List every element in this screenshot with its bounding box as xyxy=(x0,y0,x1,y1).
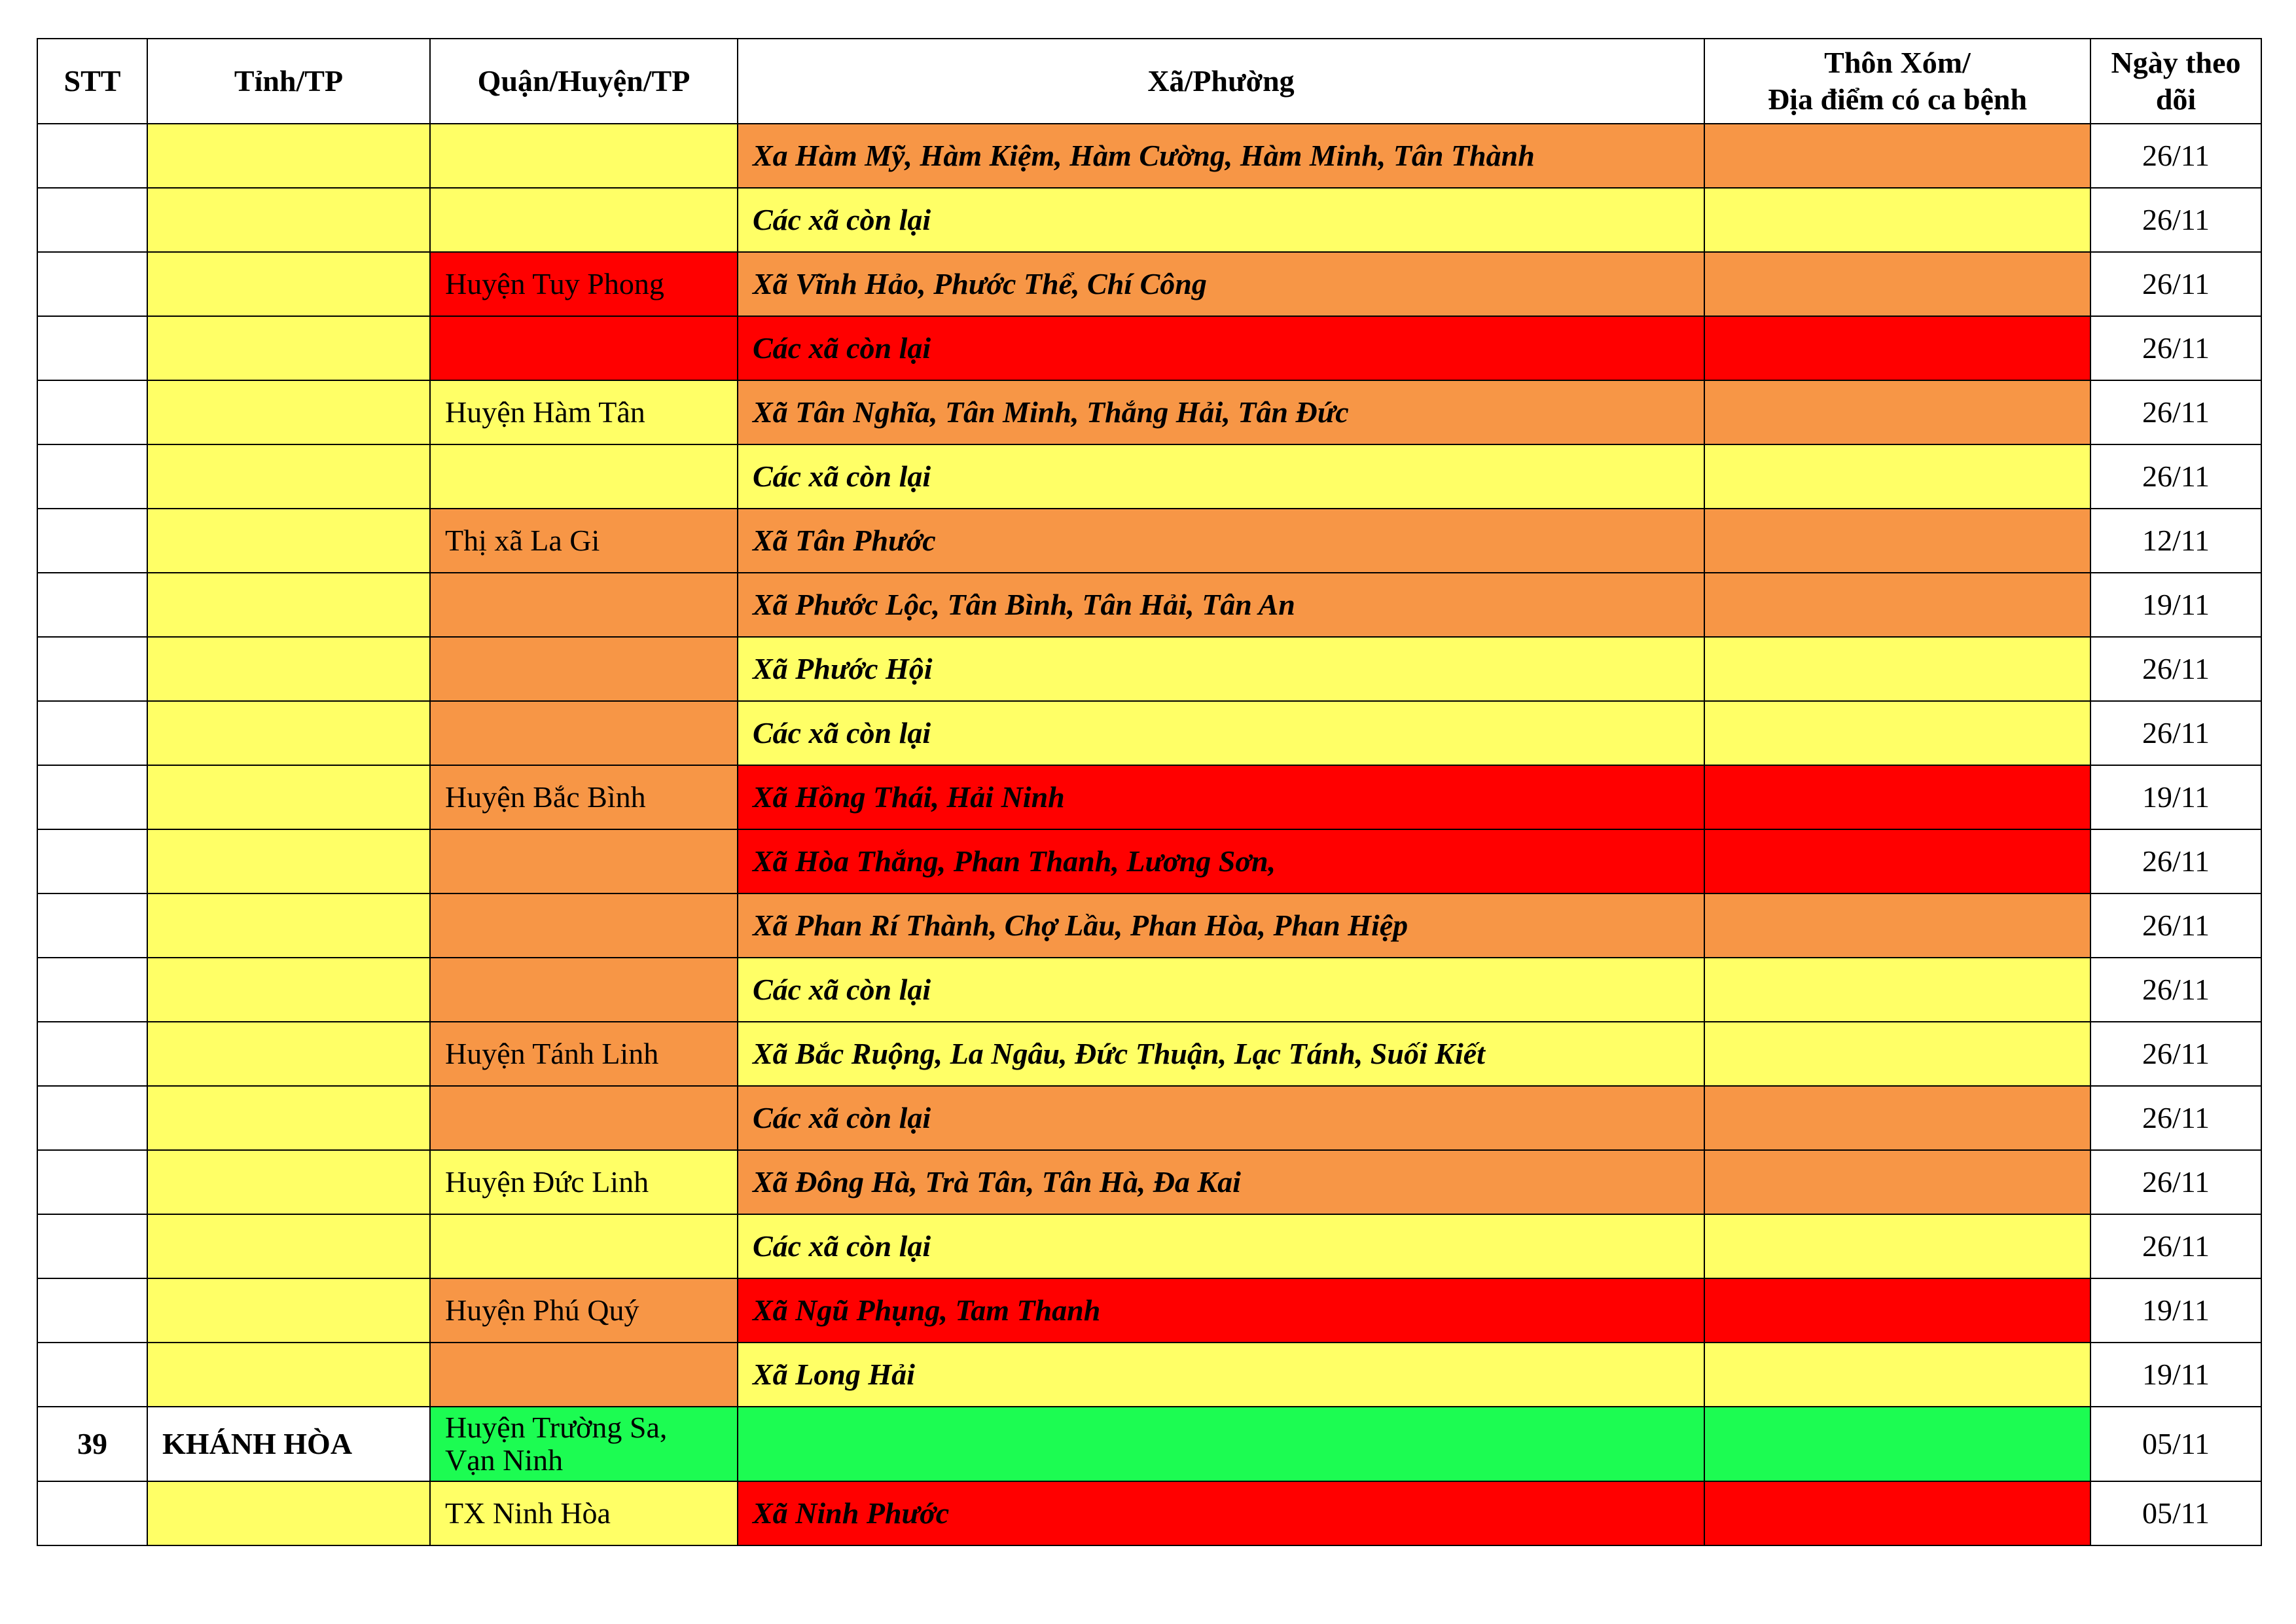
cell-stt xyxy=(37,316,147,380)
cell-district xyxy=(430,1343,738,1407)
cell-ward: Xã Phước Hội xyxy=(738,637,1704,701)
cell-province xyxy=(147,509,430,573)
cell-district xyxy=(430,188,738,252)
table-row xyxy=(37,252,2261,316)
cell-province xyxy=(147,444,430,509)
cell-district: Huyện Hàm Tân xyxy=(430,380,738,444)
cell-district xyxy=(430,1214,738,1278)
table-row xyxy=(37,637,2261,701)
cell-district: TX Ninh Hòa xyxy=(430,1481,738,1545)
cell-ward: Các xã còn lại xyxy=(738,188,1704,252)
table-row xyxy=(37,1278,2261,1343)
cell-village xyxy=(1704,380,2090,444)
cell-stt xyxy=(37,1343,147,1407)
cell-province xyxy=(147,1481,430,1545)
cell-village xyxy=(1704,573,2090,637)
cell-village xyxy=(1704,1022,2090,1086)
cell-date: 26/11 xyxy=(2090,444,2261,509)
cell-stt xyxy=(37,701,147,765)
cell-stt xyxy=(37,380,147,444)
cell-date: 26/11 xyxy=(2090,1150,2261,1214)
cell-date: 26/11 xyxy=(2090,188,2261,252)
cell-province xyxy=(147,573,430,637)
cell-ward: Xã Ninh Phước xyxy=(738,1481,1704,1545)
cell-ward: Các xã còn lại xyxy=(738,444,1704,509)
cell-stt xyxy=(37,1150,147,1214)
cell-ward: Xã Bắc Ruộng, La Ngâu, Đức Thuận, Lạc Tánh, Suối Kiết xyxy=(738,1022,1704,1086)
table-row xyxy=(37,701,2261,765)
header-ward: Xã/Phường xyxy=(738,39,1704,124)
cell-date: 05/11 xyxy=(2090,1481,2261,1545)
cell-district: Huyện Phú Quý xyxy=(430,1278,738,1343)
cell-date: 19/11 xyxy=(2090,573,2261,637)
cell-stt xyxy=(37,1481,147,1545)
table-row xyxy=(37,958,2261,1022)
cell-date: 26/11 xyxy=(2090,380,2261,444)
cell-province xyxy=(147,637,430,701)
cell-village xyxy=(1704,444,2090,509)
table-body xyxy=(37,124,2261,1545)
cell-ward: Xã Long Hải xyxy=(738,1343,1704,1407)
cell-date: 26/11 xyxy=(2090,1086,2261,1150)
cell-date: 26/11 xyxy=(2090,701,2261,765)
cell-ward: Xã Hòa Thắng, Phan Thanh, Lương Sơn, xyxy=(738,829,1704,893)
table-row xyxy=(37,893,2261,958)
cell-village xyxy=(1704,1214,2090,1278)
cell-province xyxy=(147,124,430,188)
cell-province xyxy=(147,701,430,765)
cell-district: Huyện Trường Sa, Vạn Ninh xyxy=(430,1407,738,1481)
cell-ward: Xã Vĩnh Hảo, Phước Thể, Chí Công xyxy=(738,252,1704,316)
table-row xyxy=(37,509,2261,573)
cell-ward: Xã Tân Phước xyxy=(738,509,1704,573)
cell-village xyxy=(1704,124,2090,188)
cell-village xyxy=(1704,316,2090,380)
table-row xyxy=(37,765,2261,829)
cell-date: 26/11 xyxy=(2090,829,2261,893)
cell-stt xyxy=(37,252,147,316)
cell-province xyxy=(147,188,430,252)
cell-province xyxy=(147,380,430,444)
cell-province xyxy=(147,893,430,958)
cell-district xyxy=(430,829,738,893)
cell-date: 26/11 xyxy=(2090,252,2261,316)
cell-date: 12/11 xyxy=(2090,509,2261,573)
cell-ward: Xã Hồng Thái, Hải Ninh xyxy=(738,765,1704,829)
cell-province xyxy=(147,1022,430,1086)
table-row xyxy=(37,1022,2261,1086)
cell-stt xyxy=(37,893,147,958)
cell-province xyxy=(147,316,430,380)
cell-ward: Các xã còn lại xyxy=(738,958,1704,1022)
cell-date: 26/11 xyxy=(2090,1022,2261,1086)
cell-stt xyxy=(37,958,147,1022)
cell-province xyxy=(147,829,430,893)
cell-village xyxy=(1704,1481,2090,1545)
cell-stt xyxy=(37,829,147,893)
cell-stt xyxy=(37,509,147,573)
cell-district xyxy=(430,316,738,380)
cell-date: 26/11 xyxy=(2090,124,2261,188)
header-province: Tỉnh/TP xyxy=(147,39,430,124)
cell-ward: Xa Hàm Mỹ, Hàm Kiệm, Hàm Cường, Hàm Minh, Tân Thành xyxy=(738,124,1704,188)
cell-date: 26/11 xyxy=(2090,893,2261,958)
header-row xyxy=(37,39,2261,124)
cell-ward xyxy=(738,1407,1704,1481)
cell-district: Huyện Tuy Phong xyxy=(430,252,738,316)
cell-date: 26/11 xyxy=(2090,958,2261,1022)
cell-district: Huyện Bắc Bình xyxy=(430,765,738,829)
table-row xyxy=(37,573,2261,637)
table-header xyxy=(37,39,2261,124)
cell-village xyxy=(1704,1278,2090,1343)
header-village xyxy=(1704,39,2090,124)
cell-stt xyxy=(37,637,147,701)
cell-stt xyxy=(37,573,147,637)
cell-district xyxy=(430,124,738,188)
cell-district xyxy=(430,637,738,701)
header-village-line2: Địa điểm có ca bệnh xyxy=(1767,82,2028,116)
cell-province xyxy=(147,1343,430,1407)
cell-ward: Các xã còn lại xyxy=(738,1086,1704,1150)
cell-district: Thị xã La Gi xyxy=(430,509,738,573)
table-row xyxy=(37,1086,2261,1150)
cell-village xyxy=(1704,765,2090,829)
cell-village xyxy=(1704,509,2090,573)
cell-province xyxy=(147,252,430,316)
cell-district: Huyện Đức Linh xyxy=(430,1150,738,1214)
covid-risk-table xyxy=(37,38,2262,1546)
cell-village xyxy=(1704,1343,2090,1407)
table-row xyxy=(37,829,2261,893)
header-date xyxy=(2090,39,2261,124)
header-date-line1: Ngày theo xyxy=(2111,46,2241,79)
cell-province xyxy=(147,765,430,829)
cell-village xyxy=(1704,252,2090,316)
cell-stt xyxy=(37,124,147,188)
cell-stt xyxy=(37,1022,147,1086)
cell-district xyxy=(430,958,738,1022)
cell-province xyxy=(147,1150,430,1214)
cell-stt xyxy=(37,188,147,252)
cell-province xyxy=(147,1086,430,1150)
cell-date: 19/11 xyxy=(2090,765,2261,829)
cell-date: 05/11 xyxy=(2090,1407,2261,1481)
cell-stt xyxy=(37,765,147,829)
table-row xyxy=(37,1343,2261,1407)
table-row xyxy=(37,444,2261,509)
table-row xyxy=(37,1407,2261,1481)
header-date-line2: dõi xyxy=(2155,82,2197,116)
table-row xyxy=(37,1150,2261,1214)
cell-province xyxy=(147,1278,430,1343)
cell-ward: Các xã còn lại xyxy=(738,1214,1704,1278)
cell-ward: Xã Phan Rí Thành, Chợ Lầu, Phan Hòa, Phan Hiệp xyxy=(738,893,1704,958)
cell-date: 26/11 xyxy=(2090,316,2261,380)
header-village-line1: Thôn Xóm/ xyxy=(1824,46,1971,79)
cell-province xyxy=(147,1214,430,1278)
table-row xyxy=(37,1481,2261,1545)
cell-date: 19/11 xyxy=(2090,1278,2261,1343)
cell-ward: Các xã còn lại xyxy=(738,701,1704,765)
table-row xyxy=(37,316,2261,380)
table-row xyxy=(37,124,2261,188)
table-row xyxy=(37,380,2261,444)
cell-village xyxy=(1704,188,2090,252)
cell-stt xyxy=(37,1086,147,1150)
cell-village xyxy=(1704,829,2090,893)
cell-stt: 39 xyxy=(37,1407,147,1481)
cell-ward: Xã Tân Nghĩa, Tân Minh, Thắng Hải, Tân Đức xyxy=(738,380,1704,444)
header-stt: STT xyxy=(37,39,147,124)
header-district: Quận/Huyện/TP xyxy=(430,39,738,124)
cell-date: 26/11 xyxy=(2090,1214,2261,1278)
cell-stt xyxy=(37,1278,147,1343)
cell-village xyxy=(1704,637,2090,701)
cell-district xyxy=(430,573,738,637)
cell-village xyxy=(1704,701,2090,765)
cell-ward: Các xã còn lại xyxy=(738,316,1704,380)
cell-province xyxy=(147,958,430,1022)
cell-district: Huyện Tánh Linh xyxy=(430,1022,738,1086)
cell-village xyxy=(1704,1150,2090,1214)
cell-date: 19/11 xyxy=(2090,1343,2261,1407)
cell-ward: Xã Phước Lộc, Tân Bình, Tân Hải, Tân An xyxy=(738,573,1704,637)
cell-ward: Xã Ngũ Phụng, Tam Thanh xyxy=(738,1278,1704,1343)
cell-district xyxy=(430,701,738,765)
cell-date: 26/11 xyxy=(2090,637,2261,701)
cell-village xyxy=(1704,1086,2090,1150)
cell-province: KHÁNH HÒA xyxy=(147,1407,430,1481)
cell-village xyxy=(1704,893,2090,958)
cell-village xyxy=(1704,958,2090,1022)
table-row xyxy=(37,188,2261,252)
cell-stt xyxy=(37,1214,147,1278)
cell-stt xyxy=(37,444,147,509)
cell-district xyxy=(430,1086,738,1150)
cell-village xyxy=(1704,1407,2090,1481)
cell-district xyxy=(430,444,738,509)
cell-district xyxy=(430,893,738,958)
cell-ward: Xã Đông Hà, Trà Tân, Tân Hà, Đa Kai xyxy=(738,1150,1704,1214)
table-row xyxy=(37,1214,2261,1278)
